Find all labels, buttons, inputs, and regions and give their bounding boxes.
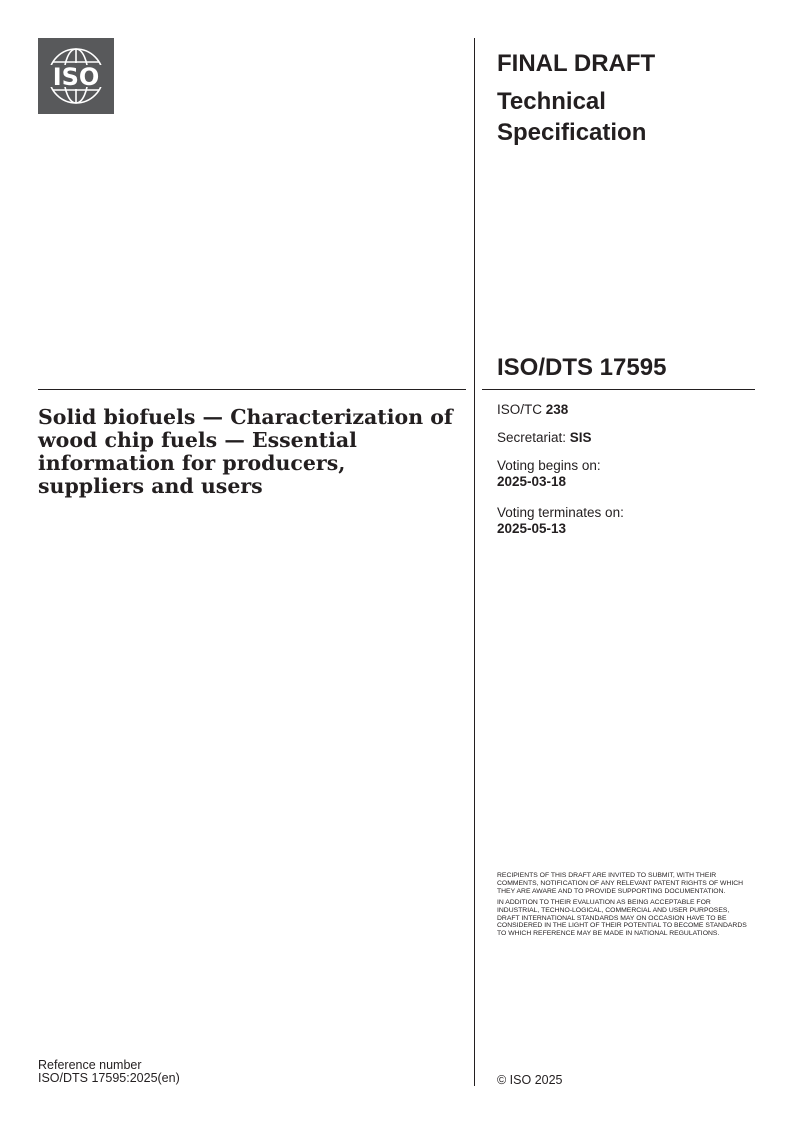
reference-label: Reference number [38, 1058, 142, 1072]
notice-patent-rights: RECIPIENTS OF THIS DRAFT ARE INVITED TO SUBMIT, WITH THEIR COMMENTS, NOTIFICATION OF ANY RELEVANT PATENT RIGHTS OF WHICH THEY ARE AWARE AND TO PROVIDE SUPPORTING DOCUMENTATION. [497, 872, 744, 895]
voting-begins-label: Voting begins on: [497, 458, 601, 473]
stage-label: FINAL DRAFT [497, 50, 656, 77]
number-divider [482, 389, 755, 390]
voting-terminates-label: Voting terminates on: [497, 505, 624, 520]
iso-logo [38, 38, 114, 114]
secretariat [497, 430, 592, 446]
voting-begins [497, 458, 601, 490]
reference-number [38, 1059, 180, 1085]
tc-value: 238 [545, 402, 569, 417]
voting-terminates [497, 505, 624, 537]
vertical-divider [474, 38, 475, 1086]
document-title: Solid biofuels — Characterization of wood chip fuels — Essential information for producers, suppliers and users [38, 405, 453, 498]
iso-globe-logo-icon [38, 38, 114, 114]
tc-label: ISO/TC [497, 402, 543, 417]
document-number: ISO/DTS 17595 [497, 354, 667, 381]
iso-logo-text: ISO [52, 63, 100, 91]
document-type: Technical Specification [497, 88, 647, 146]
voting-begins-date: 2025-03-18 [497, 474, 567, 489]
secretariat-value: SIS [569, 430, 592, 445]
draft-notice [497, 872, 749, 941]
copyright: © ISO 2025 [497, 1073, 563, 1087]
reference-value: ISO/DTS 17595:2025(en) [38, 1071, 180, 1085]
technical-committee [497, 402, 568, 418]
title-divider [38, 389, 466, 390]
notice-evaluation: IN ADDITION TO THEIR EVALUATION AS BEING ACCEPTABLE FOR INDUSTRIAL, TECHNO-LOGICAL, COMMERCIAL AND USER PURPOSES, DRAFT INTERNATIONAL STANDARDS MAY ON OCCASION HAVE TO BE CONSIDERED IN THE LIGHT OF THEIR POTENTIAL TO BECOME STANDARDS TO WHICH REFERENCE MAY BE MADE IN NATIONAL REGULATIONS. [497, 898, 747, 938]
voting-terminates-date: 2025-05-13 [497, 521, 567, 536]
secretariat-label: Secretariat: [497, 430, 567, 445]
